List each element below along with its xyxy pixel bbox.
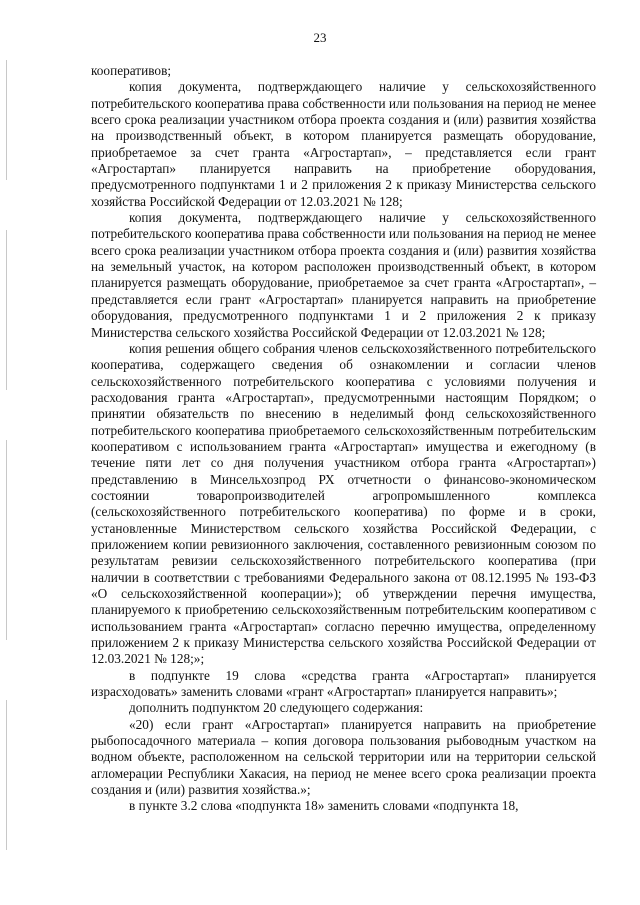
paragraph: в пункте 3.2 слова «подпункта 18» заменить словами «подпункта 18, xyxy=(129,798,519,814)
page-number: 23 xyxy=(313,30,327,45)
paragraph: копия решения общего собрания членов сельскохозяйственного потребительского кооператива, содержащего сведения об ознакомлении и согласии членов сельскохозяйственного потребительского кооператива с условиями получения и расходования гранта «Агростартап», предусмотренными настоящим Порядком; о принятии обязательств по внесению в неделимый фонд сельскохозяйственного потребительского кооператива приобретаемого сельскохозяйственным потребительским кооперативом с использованием гранта «Агростартап» имущества и ежегодному (в течение пяти лет со дня получения участником отбора гранта «Агростартап») представлению в Минсельхозпрод РХ отчетности о финансово-экономическом состоянии товаропроизводителей агропромышленного комплекса (сельскохозяйственного потребительского кооператива) по форме и в сроки, установленные Министерством сельского хозяйства Российской Федерации, с приложением копии ревизионного заключения, составленного ревизионным союзом по результатам ревизии сельскохозяйственного потребительского кооператива (при наличии в соответствии с требованиями Федерального закона от 08.12.1995 № 193-ФЗ «О сельскохозяйственной кооперации»); об утверждении перечня имущества, планируемого к приобретению сельскохозяйственным потребительским кооперативом с использованием гранта «Агростартап» согласно перечню имущества, определенному приложением 2 к приказу Министерства сельского хозяйства Российской Федерации от 12.03.2021 № 128;»; xyxy=(91,340,596,667)
document-body xyxy=(91,63,596,815)
paragraph: «20) если грант «Агростартап» планируется направить на приобретение рыбопосадочного материала – копия договора пользования рыбоводным участком на водном объекте, расположенном на сельской территории или на территории сельской агломерации Республики Хакасия, на период не менее всего срока реализации проекта создания и (или) развития хозяйства.»; xyxy=(91,716,596,798)
paragraph: кооперативов; xyxy=(91,63,172,78)
binding-margin-marks xyxy=(0,0,20,905)
paragraph: копия документа, подтверждающего наличие у сельскохозяйственного потребительского кооператива права собственности или пользования на период не менее всего срока реализации участником отбора проекта создания и (или) развития хозяйства на производственный объект, в котором планируется размещать оборудование, приобретаемое за счет гранта «Агростартап», – представляется если грант «Агростартап» планируется направить на приобретение оборудования, предусмотренного подпунктами 1 и 2 приложения 2 к приказу Министерства сельского хозяйства Российской Федерации от 12.03.2021 № 128; xyxy=(91,79,596,209)
paragraph: дополнить подпунктом 20 следующего содержания: xyxy=(129,700,424,716)
paragraph: в подпункте 19 слова «средства гранта «Агростартап» планируется израсходовать» заменить словами «грант «Агростартап» планируется направить»; xyxy=(91,667,596,700)
paragraph: копия документа, подтверждающего наличие у сельскохозяйственного потребительского кооператива права собственности или пользования на период не менее всего срока реализации участником отбора проекта создания и (или) развития хозяйства на земельный участок, на котором расположен производственный объект, в котором планируется размещать оборудование, приобретаемое за счет гранта «Агростартап», – представляется если грант «Агростартап» планируется направить на приобретение оборудования, предусмотренного подпунктами 1 и 2 приложения 2 к приказу Министерства сельского хозяйства Российской Федерации от 12.03.2021 № 128; xyxy=(91,210,596,340)
